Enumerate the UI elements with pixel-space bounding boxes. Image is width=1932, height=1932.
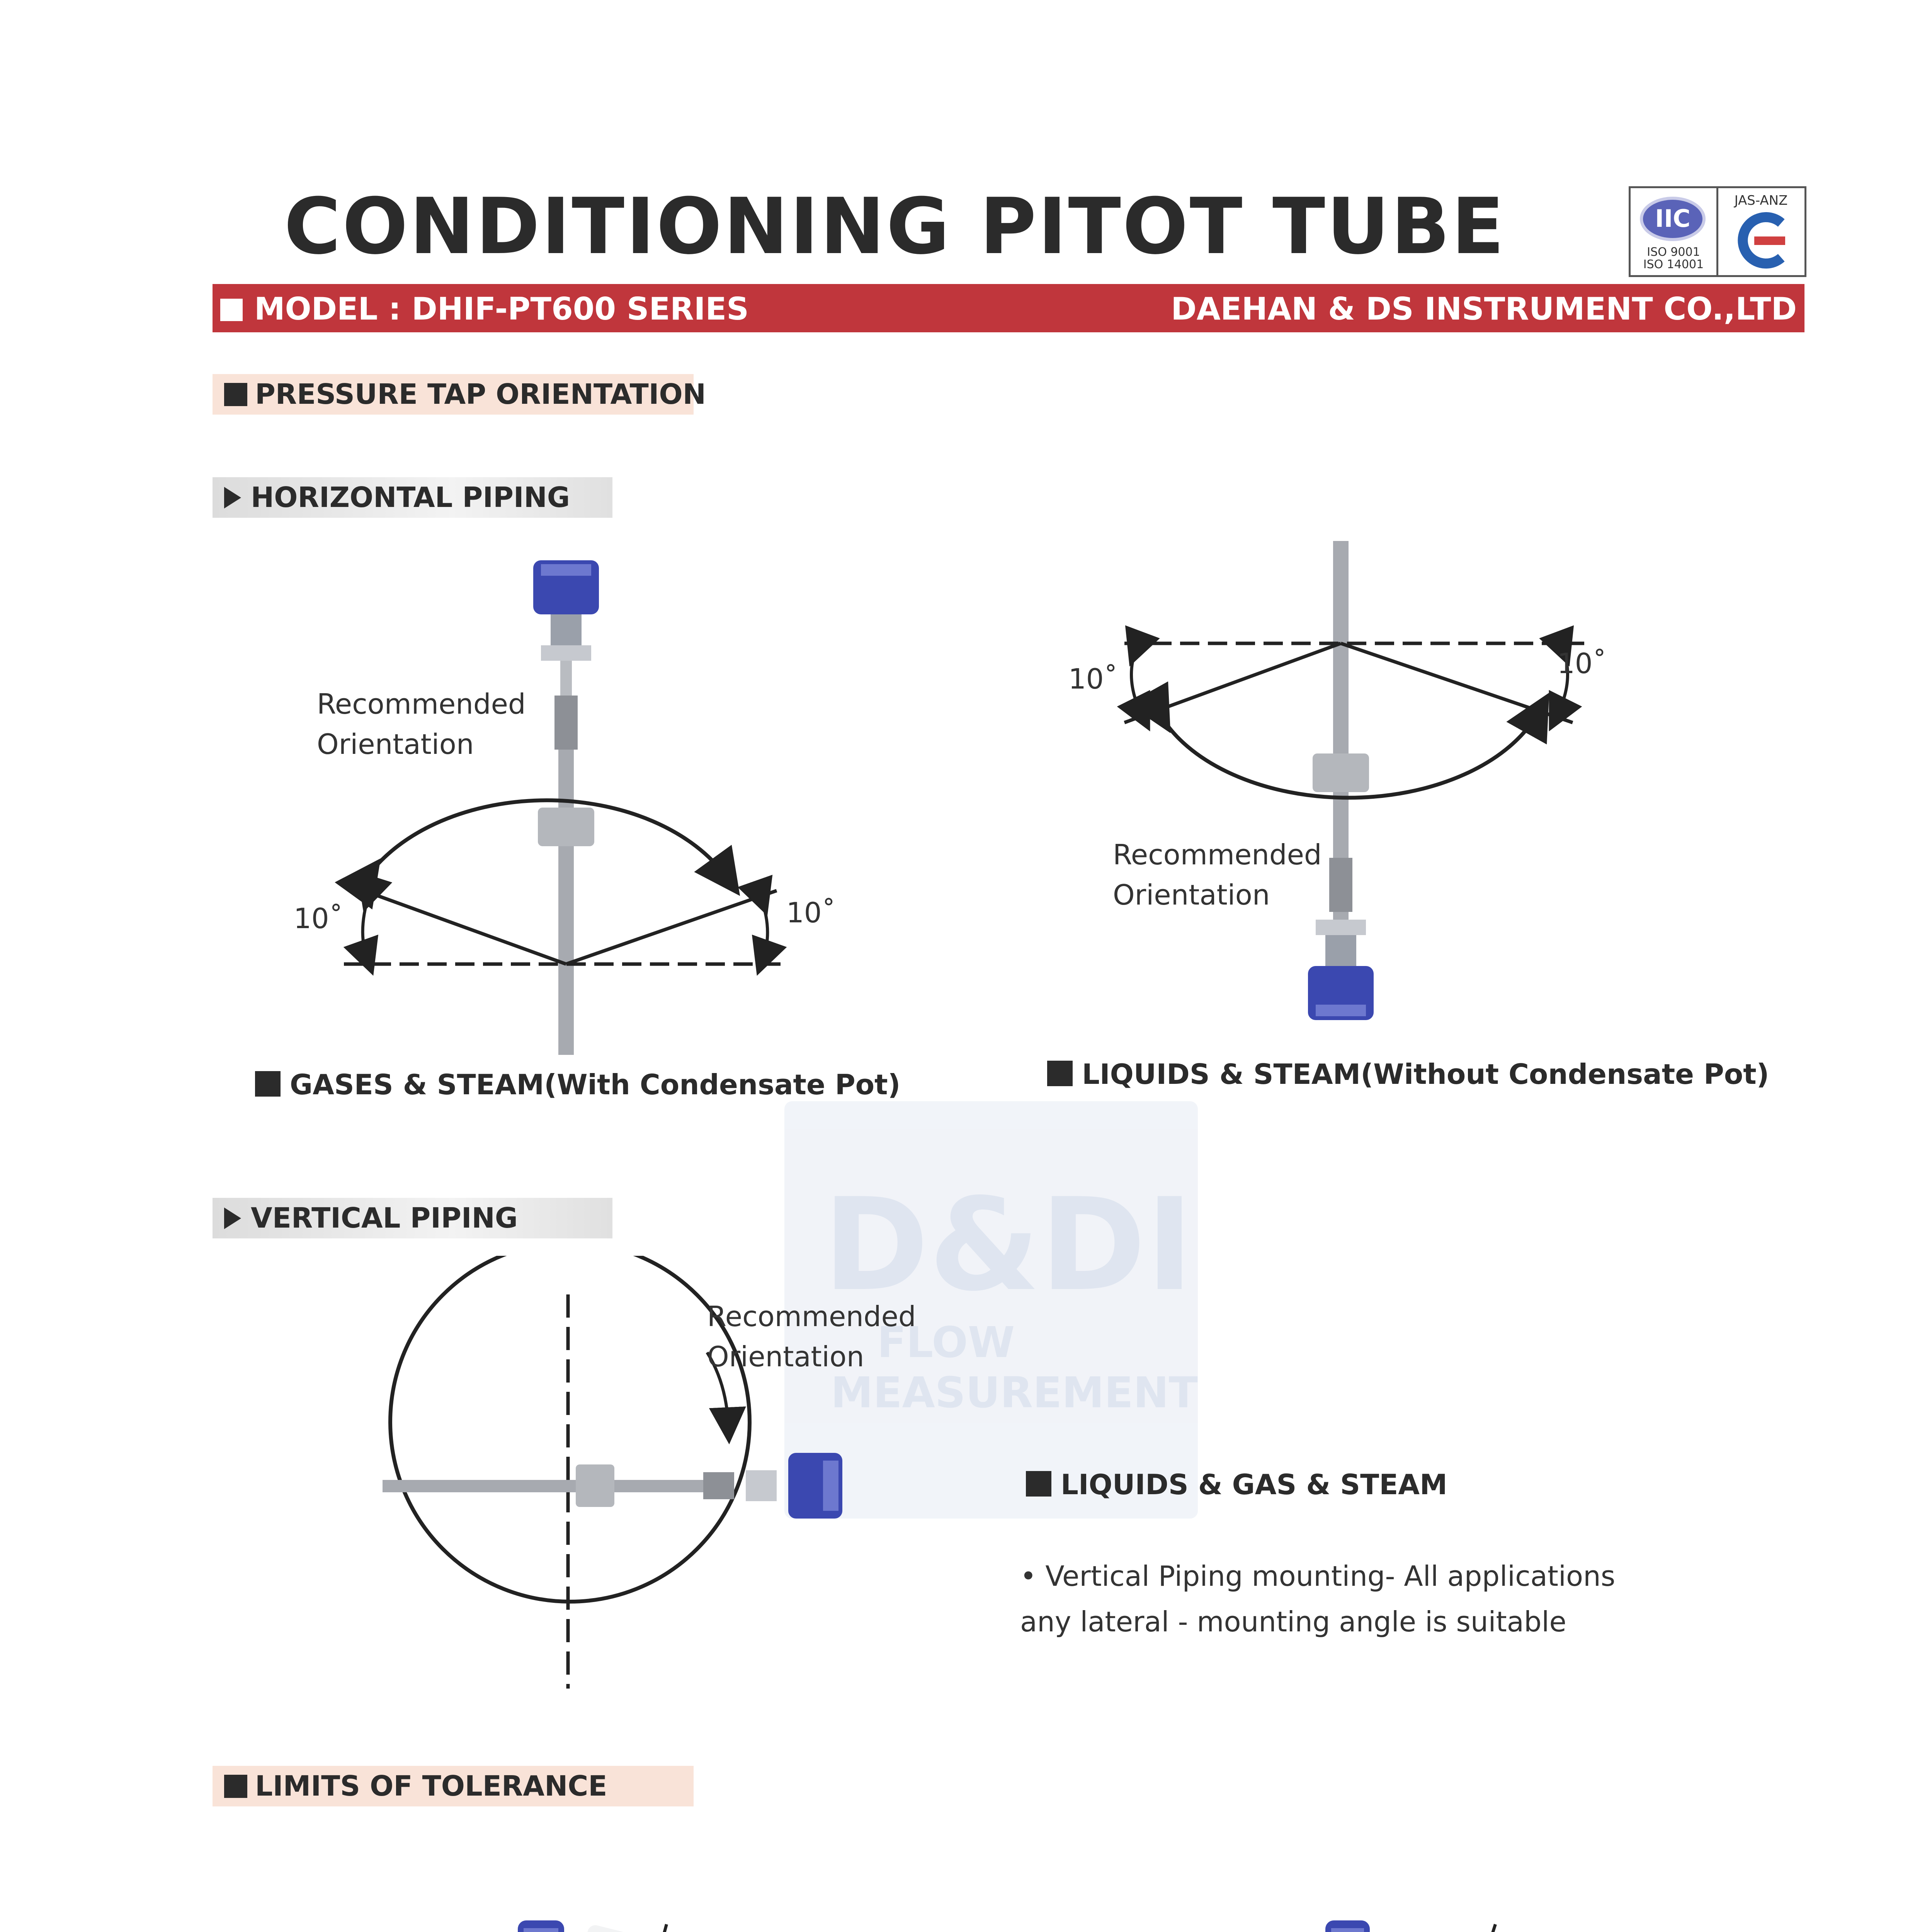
square-bullet-icon — [224, 1775, 247, 1798]
triangle-bullet-icon — [224, 1208, 241, 1229]
recommended-label: Recommended — [317, 688, 526, 720]
recommended-label-3: Recommended — [707, 1300, 916, 1333]
jas-anz-icon — [1727, 211, 1797, 269]
model-label: MODEL : DHIF-PT600 SERIES — [254, 291, 749, 327]
caption-gases-steam: GASES & STEAM(With Condensate Pot) — [255, 1068, 900, 1101]
orientation-label: Orientation — [317, 728, 474, 760]
white-square-icon — [220, 299, 243, 321]
angle-label-right-2: 10˚ — [1557, 647, 1607, 680]
subsection-vertical-piping: VERTICAL PIPING — [213, 1198, 612, 1238]
tolerance-vertical-diagram — [1217, 1905, 1565, 1932]
note-line-1: • Vertical Piping mounting- All applications — [1020, 1560, 1616, 1592]
angle-label-left-2: 10˚ — [1068, 663, 1118, 695]
section-limits-tolerance: LIMITS OF TOLERANCE — [213, 1766, 694, 1806]
square-bullet-icon — [1026, 1471, 1051, 1497]
iic-logo: IIC — [1640, 197, 1706, 241]
caption-liquids-steam: LIQUIDS & STEAM(Without Condensate Pot) — [1047, 1058, 1769, 1090]
horizontal-gas-diagram — [270, 541, 850, 1055]
watermark-brand: D&DI — [823, 1171, 1194, 1319]
angle-label-right: 10˚ — [786, 896, 836, 929]
square-bullet-icon — [224, 383, 247, 406]
tolerance-horizontal-diagram — [317, 1905, 788, 1932]
square-bullet-icon — [255, 1071, 281, 1097]
section-pressure-tap: PRESSURE TAP ORIENTATION — [213, 374, 694, 415]
company-name: DAEHAN & DS INSTRUMENT CO.,LTD — [1171, 291, 1797, 327]
iso-14001-label: ISO 14001 — [1643, 258, 1704, 271]
horizontal-liquid-diagram — [1082, 533, 1623, 1036]
caption-liquids-gas-steam: LIQUIDS & GAS & STEAM — [1026, 1468, 1447, 1501]
square-bullet-icon — [1047, 1061, 1073, 1086]
triangle-bullet-icon — [224, 487, 241, 509]
recommended-label-2: Recommended — [1113, 838, 1322, 871]
jas-anz-label: JAS-ANZ — [1734, 193, 1788, 208]
iso-9001-label: ISO 9001 — [1647, 245, 1700, 259]
certification-logo — [1629, 186, 1806, 277]
page-title: CONDITIONING PITOT TUBE — [284, 182, 1506, 272]
orientation-label-3: Orientation — [707, 1340, 864, 1373]
watermark-line2: MEASUREMENT — [831, 1368, 1198, 1417]
orientation-label-2: Orientation — [1113, 879, 1270, 911]
subsection-horizontal-piping: HORIZONTAL PIPING — [213, 477, 612, 518]
note-line-2: any lateral - mounting angle is suitable — [1020, 1605, 1566, 1638]
angle-label-left: 10˚ — [294, 902, 343, 935]
watermark-line1: FLOW — [877, 1318, 1015, 1367]
model-bar — [213, 284, 1804, 332]
